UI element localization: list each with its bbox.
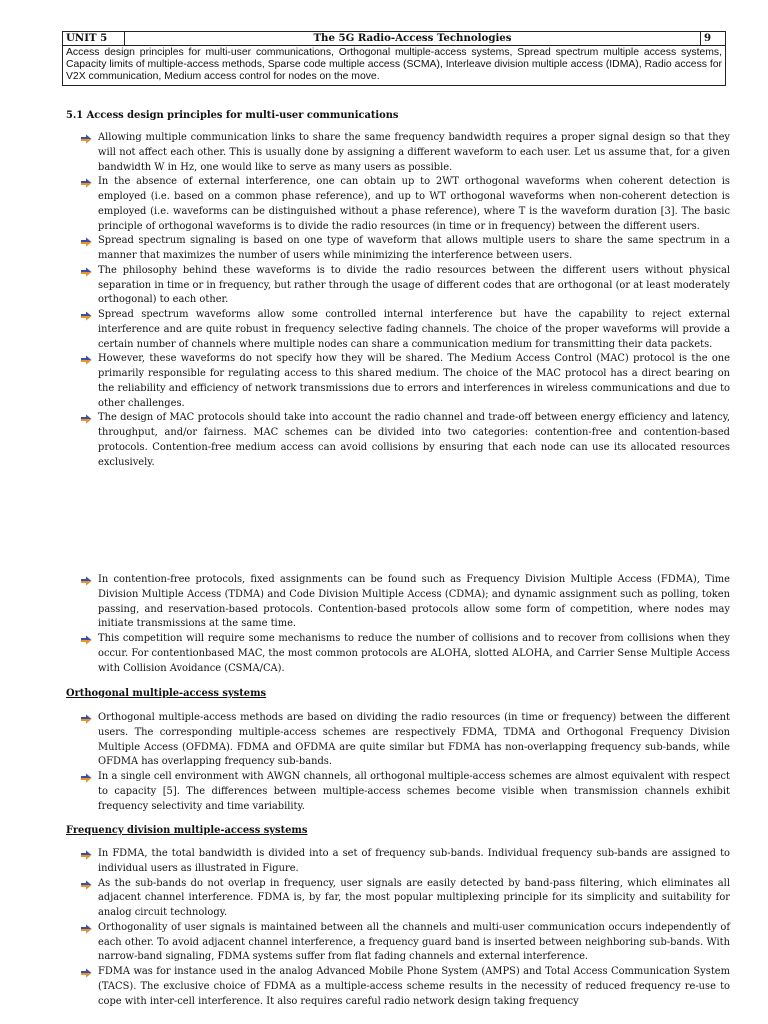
bullet-text: This competition will require some mechanisms to reduce the number of collisions and to recover from collisions when they occur. For contentionbased MAC, the most common protocols are ALOHA, slotted ALOHA, and Carrier Sense Multiple Access with Collision Avoidance (CSMA/CA). — [98, 633, 730, 674]
arrow-bullet-icon — [80, 237, 92, 247]
unit-header-table — [62, 31, 726, 86]
arrow-bullet-icon — [80, 414, 92, 424]
unit-title: The 5G Radio-Access Technologies — [125, 32, 701, 46]
section-heading-fdma: Frequency division multiple-access systems — [66, 825, 308, 836]
bullet-item — [80, 264, 730, 308]
bullet-text: In contention-free protocols, fixed assignments can be found such as Frequency Division Multiple Access (FDMA), Time Division Multiple Access (TDMA) and Code Division Multiple Access (CDMA); and dynamic assignment such as polling, token passing, and reservation-based protocols. Contention-based protocols allow some form of competition, where nodes may initiate transmissions at the same time. — [98, 574, 730, 630]
bullet-list-access-design — [80, 131, 730, 470]
section-heading-orthogonal: Orthogonal multiple-access systems — [66, 688, 267, 699]
unit-topics-row — [63, 46, 726, 86]
bullet-list-fdma — [80, 847, 730, 1009]
bullet-item — [80, 632, 730, 676]
arrow-bullet-icon — [80, 178, 92, 188]
section-heading-access-design: 5.1 Access design principles for multi-user communications — [66, 110, 399, 121]
bullet-item — [80, 573, 730, 632]
bullet-text: Spread spectrum waveforms allow some controlled internal interference but have the capability to reject external interference and are quite robust in frequency selective fading channels. The choice of the proper waveforms will provide a certain number of channels where multiple nodes can share a communication medium for transmitting their data packets. — [98, 309, 730, 350]
unit-header-row — [63, 32, 726, 46]
bullet-item — [80, 352, 730, 411]
unit-hours: 9 — [701, 32, 726, 46]
bullet-item — [80, 965, 730, 1009]
arrow-bullet-icon — [80, 714, 92, 724]
arrow-bullet-icon — [80, 924, 92, 934]
bullet-item — [80, 411, 730, 470]
unit-topics: Access design principles for multi-user communications, Orthogonal multiple-access systems, Spread spectrum multiple access systems, Capacity limits of multiple-access methods, Sparse code multiple access (SCMA), Interleave division multiple access (IDMA), Radio access for V2X communication, Medium access control for nodes on the move. — [63, 46, 726, 86]
bullet-text: In a single cell environment with AWGN channels, all orthogonal multiple-access schemes are almost equivalent with respect to capacity [5]. The differences between multiple-access schemes become visible when transmission channels exhibit frequency selectivity and time variability. — [98, 771, 730, 812]
bullet-text: In the absence of external interference, one can obtain up to 2WT orthogonal waveforms when coherent detection is employed (i.e. based on a common phase reference), and up to WT orthogonal waveforms when non-coherent detection is employed (i.e. waveforms can be distinguished without a phase reference), where T is the waveform duration [3]. The basic principle of orthogonal waveforms is to divide the radio resources (in time or in frequency) between the different users. — [98, 176, 730, 232]
arrow-bullet-icon — [80, 311, 92, 321]
bullet-item — [80, 175, 730, 234]
bullet-text: The philosophy behind these waveforms is to divide the radio resources between the different users without physical separation in time or in frequency, but rather through the usage of different codes that are orthogonal (or at least moderately orthogonal) to each other. — [98, 264, 730, 306]
bullet-list-access-design-continued — [80, 573, 730, 676]
bullet-text: However, these waveforms do not specify how they will be shared. The Medium Access Control (MAC) protocol is the one primarily responsible for regulating access to this shared medium. The choice of the MAC protocol has a direct bearing on the reliability and efficiency of network transmissions due to errors and interferences in wireless communications and due to other challenges. — [98, 353, 730, 409]
bullet-list-orthogonal — [80, 711, 730, 814]
bullet-item — [80, 847, 730, 877]
bullet-text: Orthogonal multiple-access methods are based on dividing the radio resources (in time or frequency) between the different users. The corresponding multiple-access schemes are respectively FDMA, TDMA and Orthogonal Frequency Division Multiple Access (OFDMA). FDMA and OFDMA are quite similar but FDMA has non-overlapping frequency sub-bands, while OFDMA has overlapping frequency sub-bands. — [98, 712, 730, 768]
bullet-text: Orthogonality of user signals is maintained between all the channels and multi-user communication occurs independently of each other. To avoid adjacent channel interference, a frequency guard band is inserted between neighboring sub-bands. With narrow-band signaling, FDMA systems suffer from flat fading channels and external interference. — [98, 921, 730, 963]
unit-label: UNIT 5 — [63, 32, 125, 46]
bullet-text: In FDMA, the total bandwidth is divided into a set of frequency sub-bands. Individual frequency sub-bands are assigned to individual users as illustrated in Figure. — [98, 848, 730, 874]
bullet-text: As the sub-bands do not overlap in frequency, user signals are easily detected by band-pass filtering, which eliminates all adjacent channel interference. FDMA is, by far, the most popular multiplexing principle for its simplicity and suitability for analog circuit technology. — [98, 877, 730, 918]
bullet-item — [80, 711, 730, 770]
arrow-bullet-icon — [80, 576, 92, 586]
bullet-text: Spread spectrum signaling is based on one type of waveform that allows multiple users to share the same spectrum in a manner that maximizes the number of users while minimizing the interference between users. — [98, 235, 730, 261]
bullet-item — [80, 234, 730, 264]
arrow-bullet-icon — [80, 355, 92, 365]
arrow-bullet-icon — [80, 267, 92, 277]
bullet-text: The design of MAC protocols should take into account the radio channel and trade-off between energy efficiency and latency, throughput, and/or fairness. MAC schemes can be divided into two categories: contention-free and contention-based protocols. Contention-free medium access can avoid collisions by ensuring that each node can use its allocated resources exclusively. — [98, 412, 730, 468]
bullet-item — [80, 308, 730, 352]
bullet-text: Allowing multiple communication links to share the same frequency bandwidth requires a proper signal design so that they will not affect each other. This is usually done by assigning a different waveform to each user. Let us assume that, for a given bandwidth W in Hz, one would like to serve as many users as possible. — [98, 132, 730, 173]
arrow-bullet-icon — [80, 134, 92, 144]
bullet-item — [80, 770, 730, 814]
arrow-bullet-icon — [80, 880, 92, 890]
bullet-text: FDMA was for instance used in the analog Advanced Mobile Phone System (AMPS) and Total Access Communication System (TACS). The exclusive choice of FDMA as a multiple-access scheme results in the necessity of reduced frequency re-use to cope with inter-cell interference. It also requires careful radio network design taking frequency — [98, 966, 730, 1007]
bullet-item — [80, 131, 730, 175]
bullet-item — [80, 877, 730, 921]
arrow-bullet-icon — [80, 968, 92, 978]
arrow-bullet-icon — [80, 850, 92, 860]
arrow-bullet-icon — [80, 773, 92, 783]
arrow-bullet-icon — [80, 635, 92, 645]
bullet-item — [80, 921, 730, 965]
